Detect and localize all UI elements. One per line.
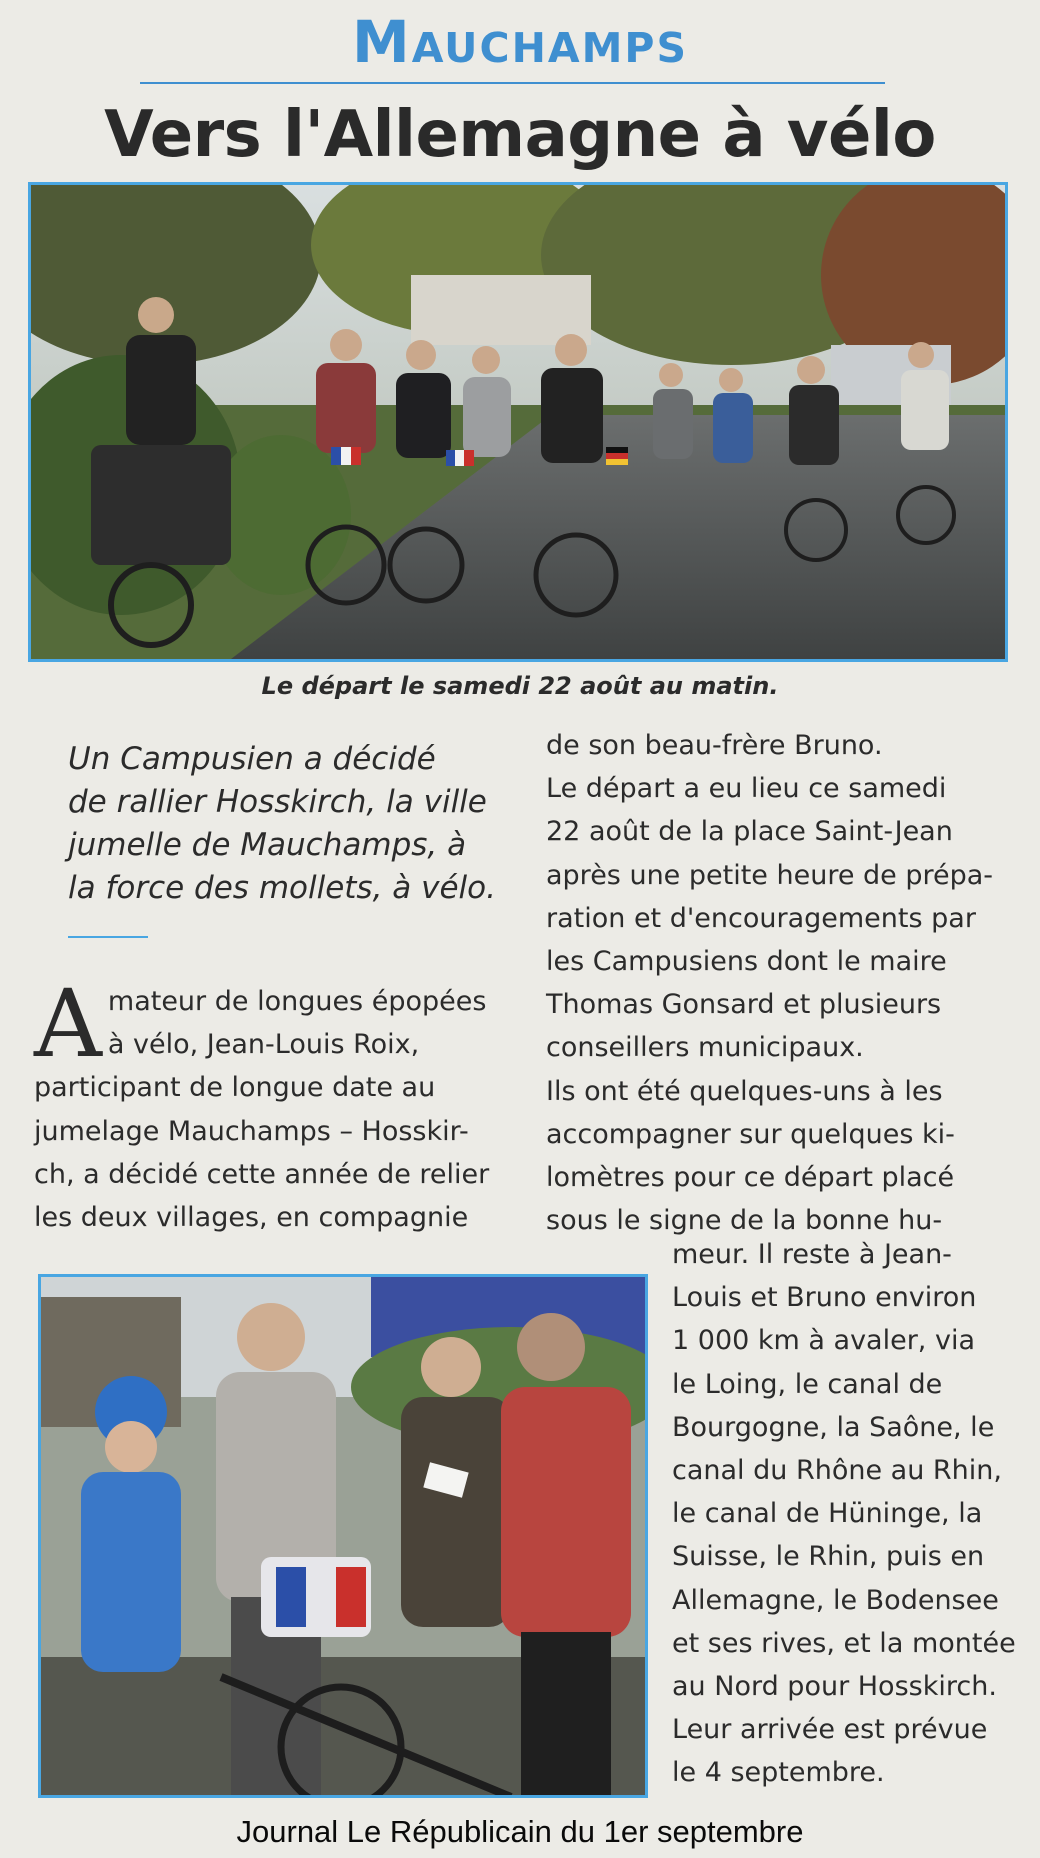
body-line: Bourgogne, la Saône, le [672, 1411, 995, 1443]
body-line: mateur de longues épopées [107, 986, 487, 1017]
body-line: 1 000 km à avaler, via [672, 1325, 975, 1357]
body-column-right-top [546, 724, 1016, 1242]
body-line: Louis et Bruno environ [672, 1282, 977, 1314]
body-line: le 4 septembre. [672, 1757, 885, 1789]
body-column-right-bottom [672, 1233, 1018, 1795]
body-line: 22 août de la place Saint-Jean [546, 816, 953, 848]
photo-cyclists-departure [28, 182, 1008, 662]
body-line: Suisse, le Rhin, puis en [672, 1541, 985, 1573]
body-line: Ils ont été quelques-uns à les [546, 1075, 943, 1107]
body-line: jumelage Mauchamps – Hosskir- [34, 1115, 469, 1147]
body-line: Leur arrivée est prévue [672, 1714, 988, 1746]
photo-group-with-bicycle [38, 1274, 648, 1798]
lead-line: jumelle de Mauchamps, à [68, 827, 467, 863]
body-line: de son beau-frère Bruno. [546, 730, 883, 761]
body-line: canal du Rhône au Rhin, [672, 1455, 1002, 1487]
photo1-caption: Le départ le samedi 22 août au matin. [261, 672, 779, 700]
article-lead [68, 738, 508, 910]
body-line: ch, a décidé cette année de relier [34, 1158, 490, 1190]
body-line: les deux villages, en compagnie [34, 1202, 469, 1234]
headline: Vers l'Allemagne à vélo [104, 98, 936, 172]
source-credit: Journal Le Républicain du 1er septembre [236, 1814, 804, 1849]
body-line: meur. Il reste à Jean- [672, 1239, 952, 1270]
body-line: à vélo, Jean-Louis Roix, [107, 1029, 420, 1061]
body-line: lomètres pour ce départ placé [546, 1162, 955, 1194]
body-line: participant de longue date au [34, 1072, 436, 1104]
body-line: Le départ a eu lieu ce samedi [546, 773, 947, 805]
body-column-left [34, 970, 506, 1239]
drop-cap: A [34, 970, 102, 1079]
body-line: le canal de Hüninge, la [672, 1498, 983, 1530]
body-line: et ses rives, et la montée [672, 1627, 1016, 1659]
lead-line: la force des mollets, à vélo. [68, 870, 496, 906]
body-line: Allemagne, le Bodensee [672, 1584, 999, 1616]
body-line: les Campusiens dont le maire [546, 946, 947, 978]
lead-line: de rallier Hosskirch, la ville [68, 784, 487, 820]
body-line: Thomas Gonsard et plusieurs [546, 989, 942, 1021]
body-line: le Loing, le canal de [672, 1368, 943, 1400]
body-line: conseillers municipaux. [546, 1032, 864, 1064]
section-label: Mauchamps [352, 8, 688, 76]
body-line: au Nord pour Hosskirch. [672, 1671, 997, 1703]
body-line: ration et d'encouragements par [546, 902, 976, 934]
body-line: sous le signe de la bonne hu- [546, 1205, 943, 1237]
section-rule [140, 82, 885, 84]
body-line: après une petite heure de prépa- [546, 859, 994, 891]
lead-line: Un Campusien a décidé [68, 741, 436, 777]
lead-rule [68, 936, 148, 938]
body-line: accompagner sur quelques ki- [546, 1118, 955, 1150]
